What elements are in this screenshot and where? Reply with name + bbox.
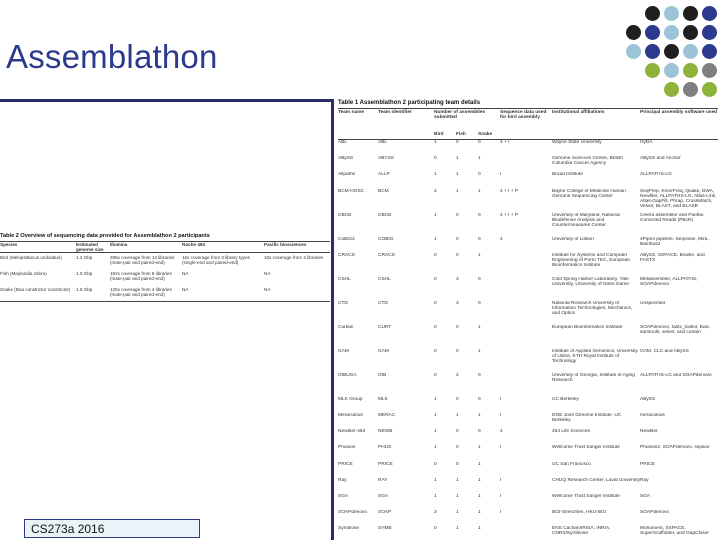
table-cell: University of Lisbon	[552, 236, 594, 242]
table-cell: ABYSS	[378, 156, 394, 162]
table-cell: 285x coverage from 14 libraries (mate-pair and paired-end)	[110, 255, 175, 265]
table-cell: BCM-HGSC	[338, 188, 365, 194]
table-cell: Snake (Boa constrictor constrictor)	[0, 287, 71, 292]
table-cell: 16x coverage from 3 library types (single-end and paired-end)	[182, 255, 250, 265]
table-1-header-group	[434, 110, 500, 137]
table-cell: 0	[478, 212, 481, 218]
table-cell: 4 + I + P	[500, 188, 519, 194]
table-cell: meraculous	[640, 412, 665, 418]
table-cell: 1	[434, 429, 437, 435]
table-2-header: Pacific biosciences	[264, 242, 307, 247]
table-row	[338, 462, 718, 478]
table-row	[338, 397, 718, 413]
table-cell: University of Georgia, Institute of Aging Research	[552, 372, 635, 383]
decorative-dot	[664, 63, 679, 78]
table-2-header: Roche 454	[182, 242, 205, 247]
decorative-dot	[626, 44, 641, 59]
table-row	[0, 269, 330, 285]
table-cell: 1	[478, 412, 481, 418]
table-cell: 0	[456, 429, 459, 435]
table-cell: 0	[456, 212, 459, 218]
table-row	[338, 156, 718, 172]
table-cell: 1	[434, 140, 437, 145]
table-row	[338, 478, 718, 494]
table-cell: 0	[434, 461, 437, 467]
table-cell: 10x coverage from 2 libraries	[264, 255, 324, 260]
table-cell: 125x coverage from 4 libraries (mate-pair and paired-end)	[110, 287, 172, 297]
table-cell: 1	[456, 493, 459, 499]
table-cell: CSHL	[378, 276, 391, 282]
table-cell: 1	[478, 461, 481, 467]
table-cell: 0	[434, 526, 437, 532]
table-1-header: Team name	[338, 110, 365, 115]
table-cell: ABL	[378, 140, 388, 145]
table-1-subheader: Bird	[434, 132, 444, 137]
table-cell: I	[500, 396, 502, 402]
table-2-caption: Table 2 Overview of sequencing data provided for Assemblathon 2 participants	[0, 233, 210, 239]
table-1-header: Team identifier	[378, 110, 412, 115]
table-cell: ABL	[338, 140, 348, 145]
table-2-header: Species	[0, 242, 18, 247]
table-cell: Allpaths	[338, 172, 356, 178]
table-cell: 1	[434, 396, 437, 402]
table-cell: CBCB	[338, 212, 352, 218]
table-cell: 3	[434, 510, 437, 516]
table-1-subheaders	[434, 132, 500, 137]
table-cell: IOB	[378, 372, 387, 378]
table-row	[338, 325, 718, 349]
decorative-dot	[626, 25, 641, 40]
table-row	[338, 349, 718, 373]
table-cell: ABySS	[338, 156, 354, 162]
decorative-dot	[702, 6, 717, 21]
table-cell: 1	[456, 172, 459, 178]
table-cell: 1	[478, 188, 481, 194]
table-cell: UC San Francisco	[552, 461, 591, 467]
table-cell: GAM, CLC and ABySS	[640, 348, 689, 354]
table-cell: CoBiG2	[338, 236, 355, 242]
table-cell: COBIG	[378, 236, 394, 242]
slide-title: Assemblathon	[6, 38, 218, 75]
table-cell: BGI-Shenzhen, HKU-BGI	[552, 510, 607, 516]
table-cell: 0	[478, 396, 481, 402]
table-cell: Institute of Applied Genomics, University of Udine, KTH Royal Institute of Technology	[552, 348, 638, 364]
table-cell: 0	[478, 300, 481, 306]
table-2-header: Illumina	[110, 242, 128, 247]
table-cell: MERAC	[378, 412, 396, 418]
table-1-body	[338, 140, 718, 542]
table-cell: 0	[434, 324, 437, 330]
table-row	[0, 285, 330, 302]
table-cell: SGA	[338, 493, 349, 499]
table-cell: NA	[264, 287, 271, 292]
table-cell: Unspecified	[640, 300, 666, 306]
decorative-dot	[683, 25, 698, 40]
table-cell: 3	[456, 300, 459, 306]
table-cell: 4	[500, 236, 503, 242]
decorative-dot	[664, 25, 679, 40]
table-cell: 0	[456, 348, 459, 354]
decorative-dot	[645, 63, 660, 78]
table-cell: 1	[478, 348, 481, 354]
decorative-dot	[702, 63, 717, 78]
table-cell: Celera assembler and PacBio Corrected Reads (PBcR)	[640, 212, 704, 223]
table-cell: 0	[434, 348, 437, 354]
table-row	[338, 494, 718, 510]
table-cell: 1	[434, 493, 437, 499]
table-cell: 4	[500, 429, 503, 435]
table-cell: 1.6 Gbp	[76, 287, 93, 292]
table-cell: 3	[456, 276, 459, 282]
table-cell: Bird (Melopsittacus undulatus)	[0, 255, 62, 260]
table-row	[338, 413, 718, 429]
table-cell: 1	[478, 324, 481, 330]
table-cell: ENS Cachan/IRISA, INRIA, CNRS/Symbiose	[552, 526, 611, 537]
table-cell: 0	[456, 140, 459, 145]
decorative-dot	[683, 6, 698, 21]
table-cell: IOBUGA	[338, 372, 357, 378]
table-cell: 1	[456, 412, 459, 418]
table-2-header-row	[0, 241, 330, 252]
table-row	[338, 277, 718, 301]
decorative-dot	[645, 44, 660, 59]
table-cell: 1	[434, 212, 437, 218]
table-cell: NA	[264, 271, 271, 276]
decorative-dot	[664, 82, 679, 97]
table-cell: PRICE	[338, 461, 353, 467]
table-cell: 1	[434, 412, 437, 418]
table-cell: 0	[456, 461, 459, 467]
table-cell: SeqPrep, KmerFreq, Quake, BWA, Newbler, ALLPATHS-LG, Atlas-Link, Atlas-GapFill, Phrap, CrossMatch, Velvet, BLAST, and BLASR	[640, 188, 717, 209]
table-cell: 0	[434, 276, 437, 282]
table-cell: 0	[456, 236, 459, 242]
table-cell: 1	[478, 493, 481, 499]
table-row	[338, 237, 718, 253]
table-cell: Wayne State University	[552, 140, 602, 145]
table-cell: 1	[434, 477, 437, 483]
table-cell: Ray	[640, 477, 649, 483]
decorative-dot	[664, 6, 679, 21]
table-cell: CSHL	[338, 276, 351, 282]
table-cell: 0	[434, 300, 437, 306]
table-cell: National Research University of Information Technologies, Mechanics, and Optics	[552, 300, 633, 316]
table-cell: 0	[434, 372, 437, 378]
table-row	[338, 373, 718, 397]
table-1-header-row	[338, 108, 718, 140]
table-cell: 0	[478, 236, 481, 242]
table-cell: 0	[478, 429, 481, 435]
table-row	[338, 189, 718, 213]
table-cell: 0	[478, 140, 481, 145]
table-cell: SGA	[640, 493, 651, 499]
table-1-header: Institutional affiliations	[552, 110, 605, 115]
table-cell: CTD	[338, 300, 348, 306]
table-cell: RAY	[378, 477, 388, 483]
table-cell: GAM	[378, 348, 389, 354]
decorative-dot	[683, 63, 698, 78]
table-cell: 0	[478, 276, 481, 282]
decorative-dot	[645, 25, 660, 40]
table-cell: ALLPATHS-LG	[640, 172, 672, 178]
table-cell: MLK Group	[338, 396, 363, 402]
table-1-subheader: Snake	[478, 132, 493, 137]
table-cell: Institute for Systems and Computer Engineering of Porto TEC, European Bioinformatics Institute	[552, 252, 631, 268]
table-cell: 1	[478, 252, 481, 258]
table-cell: Newbler	[640, 429, 658, 435]
table-cell: UC Berkeley	[552, 396, 579, 402]
table-cell: I	[500, 493, 502, 499]
table-cell: Symbiose	[338, 526, 360, 532]
table-cell: 1	[478, 445, 481, 451]
title-underline	[0, 99, 334, 102]
table-cell: 1	[456, 526, 459, 532]
table-cell: 1	[434, 172, 437, 178]
table-1-header: Sequence data used for bird assembly	[500, 110, 547, 120]
table-cell: Cold Spring Harbor Laboratory, Yale University, University of Notre Dame	[552, 276, 629, 287]
table-cell: Metassembler, ALLPATHS, SOAPdenovo	[640, 276, 698, 287]
table-cell: I	[500, 412, 502, 418]
table-cell: ALLP	[378, 172, 390, 178]
table-row	[338, 301, 718, 325]
footer-course-label: CS273a 2016	[24, 519, 200, 538]
table-cell: 454 Life Sciences	[552, 429, 590, 435]
table-cell: CRACS	[338, 252, 355, 258]
table-cell: SOAP	[378, 510, 392, 516]
table-cell: 4 + I + P	[500, 212, 519, 218]
table-cell: Meraculous	[338, 412, 363, 418]
table-cell: I	[500, 510, 502, 516]
table-cell: CURT	[378, 324, 392, 330]
table-cell: Phusion	[338, 445, 356, 451]
table-cell: SGA	[378, 493, 389, 499]
table-cell: SOAPdenovo	[338, 510, 368, 516]
table-cell: 0	[456, 396, 459, 402]
table-cell: NEWB	[378, 429, 393, 435]
table-cell: Genome Sciences Centre, British Columbia Cancer Agency	[552, 156, 623, 167]
decorative-dot	[664, 44, 679, 59]
table-cell: CBCB	[378, 212, 392, 218]
table-1	[338, 100, 718, 542]
table-cell: Wellcome Trust Sanger Institute	[552, 445, 620, 451]
table-row	[338, 253, 718, 277]
table-row	[338, 172, 718, 188]
table-cell: Ray	[338, 477, 347, 483]
table-cell: Curtain	[338, 324, 354, 330]
table-cell: BCM	[378, 188, 389, 194]
table-cell: 0	[478, 172, 481, 178]
table-cell: MLK	[378, 396, 388, 402]
table-cell: SOAPdenovo	[640, 510, 670, 516]
decorative-dot	[702, 82, 717, 97]
decorative-dot	[683, 44, 698, 59]
table-1-caption: Table 1 Assemblathon 2 participating team details	[338, 100, 481, 106]
table-cell: 2	[456, 372, 459, 378]
table-cell: 1.0 Gbp	[76, 271, 93, 276]
decorative-dot	[645, 6, 660, 21]
table-cell: ABySS, SSPACE, Bowtie, and FASTX	[640, 252, 705, 263]
table-cell: 1	[478, 156, 481, 162]
table-row	[338, 510, 718, 526]
table-cell: 1	[456, 477, 459, 483]
table-cell: CTD	[378, 300, 388, 306]
table-cell: 1	[456, 188, 459, 194]
table-cell: 0	[456, 252, 459, 258]
table-cell: SYMB	[378, 526, 392, 532]
table-row	[0, 252, 330, 269]
decorative-dot-grid	[624, 4, 720, 100]
table-cell: Fish (Maylandia zebra)	[0, 271, 47, 276]
decorative-dot	[702, 44, 717, 59]
table-cell: 0	[478, 372, 481, 378]
decorative-dot	[683, 82, 698, 97]
table-cell: University of Maryland, National Biodefense Analysis and Countermeasures Center	[552, 212, 620, 228]
table-cell: DOE Joint Genome Institute, UC Berkeley	[552, 412, 622, 423]
table-1-header: Number of assemblies submitted	[434, 110, 486, 120]
table-cell: PRICE	[378, 461, 393, 467]
table-row	[338, 140, 718, 156]
table-1-subheader: Fish	[456, 132, 466, 137]
table-cell: NA	[182, 287, 189, 292]
table-cell: CHUQ Research Center, Laval University	[552, 477, 640, 483]
table-cell: I	[500, 477, 502, 483]
table-cell: 1	[434, 445, 437, 451]
vertical-divider	[331, 99, 334, 540]
table-cell: 1.2 Gbp	[76, 255, 93, 260]
table-cell: 0	[456, 445, 459, 451]
table-cell: 0	[434, 252, 437, 258]
table-cell: Baylor College of Medicine Human Genome Sequencing Center	[552, 188, 626, 199]
table-cell: PHUS	[378, 445, 392, 451]
table-cell: 1	[478, 477, 481, 483]
table-cell: 0	[456, 324, 459, 330]
table-cell: CRACS	[378, 252, 395, 258]
table-cell: 1	[478, 526, 481, 532]
table-cell: 1	[456, 156, 459, 162]
table-cell: 4Pipe4 pipeline, Seqclean, Mira, Bambus2	[640, 236, 709, 247]
table-1-header: Principal assembly software used	[640, 110, 718, 115]
table-cell: 2	[434, 188, 437, 194]
table-row	[338, 429, 718, 445]
table-row	[338, 445, 718, 461]
table-cell: NA	[182, 271, 189, 276]
table-cell: 1	[478, 510, 481, 516]
table-cell: Broad Institute	[552, 172, 583, 178]
table-cell: European Bioinformatics Institute	[552, 324, 623, 330]
table-cell: I	[500, 172, 502, 178]
table-cell: ABySS and Anchor	[640, 156, 681, 162]
table-cell: GAM	[338, 348, 349, 354]
table-cell: 1	[434, 236, 437, 242]
table-cell: Monument, SSPACE, SuperScaffolder, and GapCloser	[640, 526, 709, 537]
decorative-dot	[702, 25, 717, 40]
table-cell: ABySS	[640, 396, 656, 402]
table-cell: I	[500, 445, 502, 451]
table-cell: SOAPdenovo, fastx_toolkit, bwa, samtools, velvet, and curtain	[640, 324, 710, 335]
table-cell: HyDA	[640, 140, 653, 145]
table-2	[0, 233, 330, 302]
table-row	[338, 213, 718, 237]
table-cell: 4 + I	[500, 140, 510, 145]
table-cell: ALLPATHS-LG and SOAPdenovo	[640, 372, 712, 378]
table-2-header: Estimated genome size	[76, 242, 104, 252]
table-cell: Wellcome Trust Sanger Institute	[552, 493, 620, 499]
table-cell: 192x coverage from 8 libraries (mate-pair and paired-end)	[110, 271, 172, 281]
table-cell: 0	[434, 156, 437, 162]
table-cell: 1	[456, 510, 459, 516]
table-cell: Newbler-454	[338, 429, 366, 435]
table-cell: PRICE	[640, 461, 655, 467]
table-cell: Phusion2, SOAPdenovo, sspace	[640, 445, 710, 451]
